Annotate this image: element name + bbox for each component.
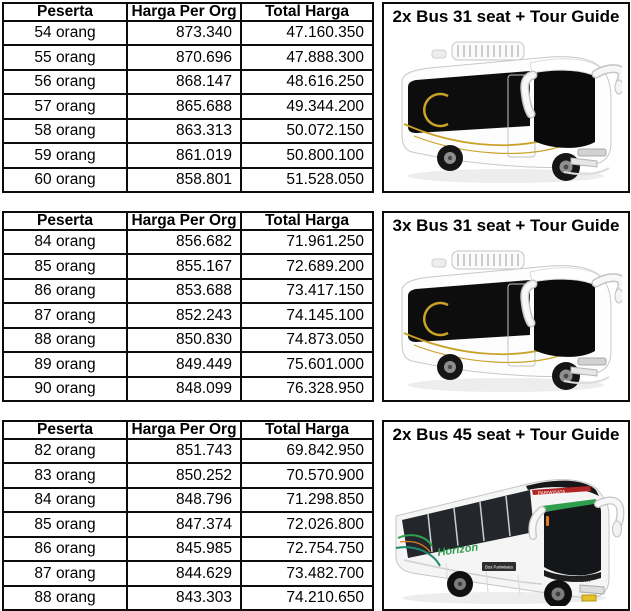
rear-wheel [437, 354, 463, 380]
table-row [3, 439, 373, 464]
minibus-31-image [390, 237, 622, 395]
harga-per-org-cell: 868.147 [127, 70, 241, 95]
windshield [544, 504, 601, 575]
total-harga-cell: 71.298.850 [241, 488, 373, 513]
total-harga-cell: 74.873.050 [241, 328, 373, 353]
total-harga-cell: 47.888.300 [241, 45, 373, 70]
table-row [3, 254, 373, 279]
price-table-3 [2, 420, 374, 611]
peserta-cell: 90 orang [3, 377, 127, 402]
table-row [3, 303, 373, 328]
header-row [3, 421, 373, 439]
col-header-harga-per-org: Harga Per Org [127, 421, 241, 439]
license-plate [582, 595, 596, 601]
harga-per-org-cell: 847.374 [127, 512, 241, 537]
price-table-1 [2, 2, 374, 193]
windshield [534, 69, 595, 148]
col-header-total-harga: Total Harga [241, 3, 373, 21]
harga-per-org-cell: 851.743 [127, 439, 241, 464]
table-row [3, 119, 373, 144]
col-header-harga-per-org: Harga Per Org [127, 3, 241, 21]
roof-ac-unit [432, 42, 524, 60]
peserta-cell: 83 orang [3, 463, 127, 488]
harga-per-org-cell: 845.985 [127, 537, 241, 562]
table-row [3, 168, 373, 193]
price-section-3 [2, 420, 630, 611]
harga-per-org-cell: 850.252 [127, 463, 241, 488]
peserta-cell: 84 orang [3, 230, 127, 255]
harga-per-org-cell: 850.830 [127, 328, 241, 353]
front-wheel [552, 362, 580, 390]
total-harga-cell: 70.570.900 [241, 463, 373, 488]
table-row [3, 70, 373, 95]
table-row [3, 328, 373, 353]
harga-per-org-cell: 848.099 [127, 377, 241, 402]
bus-caption: 3x Bus 31 seat + Tour Guide [392, 216, 620, 235]
front-brand-logo: Horizon [570, 578, 591, 584]
minibus-31-image [390, 28, 622, 186]
harga-per-org-cell: 858.801 [127, 168, 241, 193]
price-table-2 [2, 211, 374, 402]
col-header-harga-per-org: Harga Per Org [127, 212, 241, 230]
peserta-cell: 84 orang [3, 488, 127, 513]
total-harga-cell: 47.160.350 [241, 21, 373, 46]
peserta-cell: 57 orang [3, 94, 127, 119]
peserta-cell: 85 orang [3, 512, 127, 537]
harga-per-org-cell: 853.688 [127, 279, 241, 304]
rear-wheel [447, 571, 473, 597]
total-harga-cell: 76.328.950 [241, 377, 373, 402]
peserta-cell: 60 orang [3, 168, 127, 193]
total-harga-cell: 51.528.050 [241, 168, 373, 193]
table-row [3, 352, 373, 377]
windshield [534, 278, 595, 357]
col-header-peserta: Peserta [3, 3, 127, 21]
total-harga-cell: 74.210.650 [241, 586, 373, 611]
table-row [3, 512, 373, 537]
peserta-cell: 86 orang [3, 537, 127, 562]
header-row [3, 212, 373, 230]
peserta-cell: 56 orang [3, 70, 127, 95]
price-section-1 [2, 2, 630, 193]
harga-per-org-cell: 870.696 [127, 45, 241, 70]
harga-per-org-cell: 855.167 [127, 254, 241, 279]
total-harga-cell: 75.601.000 [241, 352, 373, 377]
peserta-cell: 54 orang [3, 21, 127, 46]
roof-text: PARIWISATA [537, 489, 566, 496]
total-harga-cell: 69.842.950 [241, 439, 373, 464]
col-header-peserta: Peserta [3, 421, 127, 439]
harga-per-org-cell: 852.243 [127, 303, 241, 328]
bus-panel-3 [382, 420, 630, 611]
header-row [3, 3, 373, 21]
total-harga-cell: 48.616.250 [241, 70, 373, 95]
total-harga-cell: 71.961.250 [241, 230, 373, 255]
peserta-cell: 55 orang [3, 45, 127, 70]
table-row [3, 488, 373, 513]
table-row [3, 561, 373, 586]
bus-panel-2 [382, 211, 630, 402]
col-header-peserta: Peserta [3, 212, 127, 230]
harga-per-org-cell: 873.340 [127, 21, 241, 46]
table-row [3, 537, 373, 562]
peserta-cell: 88 orang [3, 328, 127, 353]
total-harga-cell: 72.689.200 [241, 254, 373, 279]
total-harga-cell: 73.417.150 [241, 279, 373, 304]
table-row [3, 279, 373, 304]
table-row [3, 230, 373, 255]
peserta-cell: 82 orang [3, 439, 127, 464]
table-row [3, 143, 373, 168]
harga-per-org-cell: 844.629 [127, 561, 241, 586]
col-header-total-harga: Total Harga [241, 421, 373, 439]
harga-per-org-cell: 848.796 [127, 488, 241, 513]
harga-per-org-cell: 865.688 [127, 94, 241, 119]
peserta-cell: 88 orang [3, 586, 127, 611]
harga-per-org-cell: 861.019 [127, 143, 241, 168]
side-label-text: Bus Pariwisata [485, 564, 513, 570]
table-row [3, 21, 373, 46]
pillar-marker [546, 516, 549, 526]
front-wheel [552, 153, 580, 181]
table-row [3, 94, 373, 119]
harga-per-org-cell: 856.682 [127, 230, 241, 255]
table-row [3, 463, 373, 488]
total-harga-cell: 49.344.200 [241, 94, 373, 119]
bus-caption: 2x Bus 45 seat + Tour Guide [392, 425, 620, 444]
harga-per-org-cell: 849.449 [127, 352, 241, 377]
col-header-total-harga: Total Harga [241, 212, 373, 230]
peserta-cell: 87 orang [3, 303, 127, 328]
peserta-cell: 86 orang [3, 279, 127, 304]
peserta-cell: 89 orang [3, 352, 127, 377]
total-harga-cell: 50.800.100 [241, 143, 373, 168]
peserta-cell: 58 orang [3, 119, 127, 144]
table-row [3, 586, 373, 611]
peserta-cell: 85 orang [3, 254, 127, 279]
coach-45-image [386, 446, 626, 606]
rear-wheel [437, 145, 463, 171]
total-harga-cell: 50.072.150 [241, 119, 373, 144]
bus-caption: 2x Bus 31 seat + Tour Guide [392, 7, 620, 26]
roof-ac-unit [432, 251, 524, 269]
total-harga-cell: 74.145.100 [241, 303, 373, 328]
side-brand-logo: Horizon [436, 541, 479, 559]
table-row [3, 45, 373, 70]
peserta-cell: 87 orang [3, 561, 127, 586]
total-harga-cell: 72.026.800 [241, 512, 373, 537]
harga-per-org-cell: 843.303 [127, 586, 241, 611]
price-section-2 [2, 211, 630, 402]
table-row [3, 377, 373, 402]
total-harga-cell: 72.754.750 [241, 537, 373, 562]
peserta-cell: 59 orang [3, 143, 127, 168]
bus-panel-1 [382, 2, 630, 193]
total-harga-cell: 73.482.700 [241, 561, 373, 586]
harga-per-org-cell: 863.313 [127, 119, 241, 144]
